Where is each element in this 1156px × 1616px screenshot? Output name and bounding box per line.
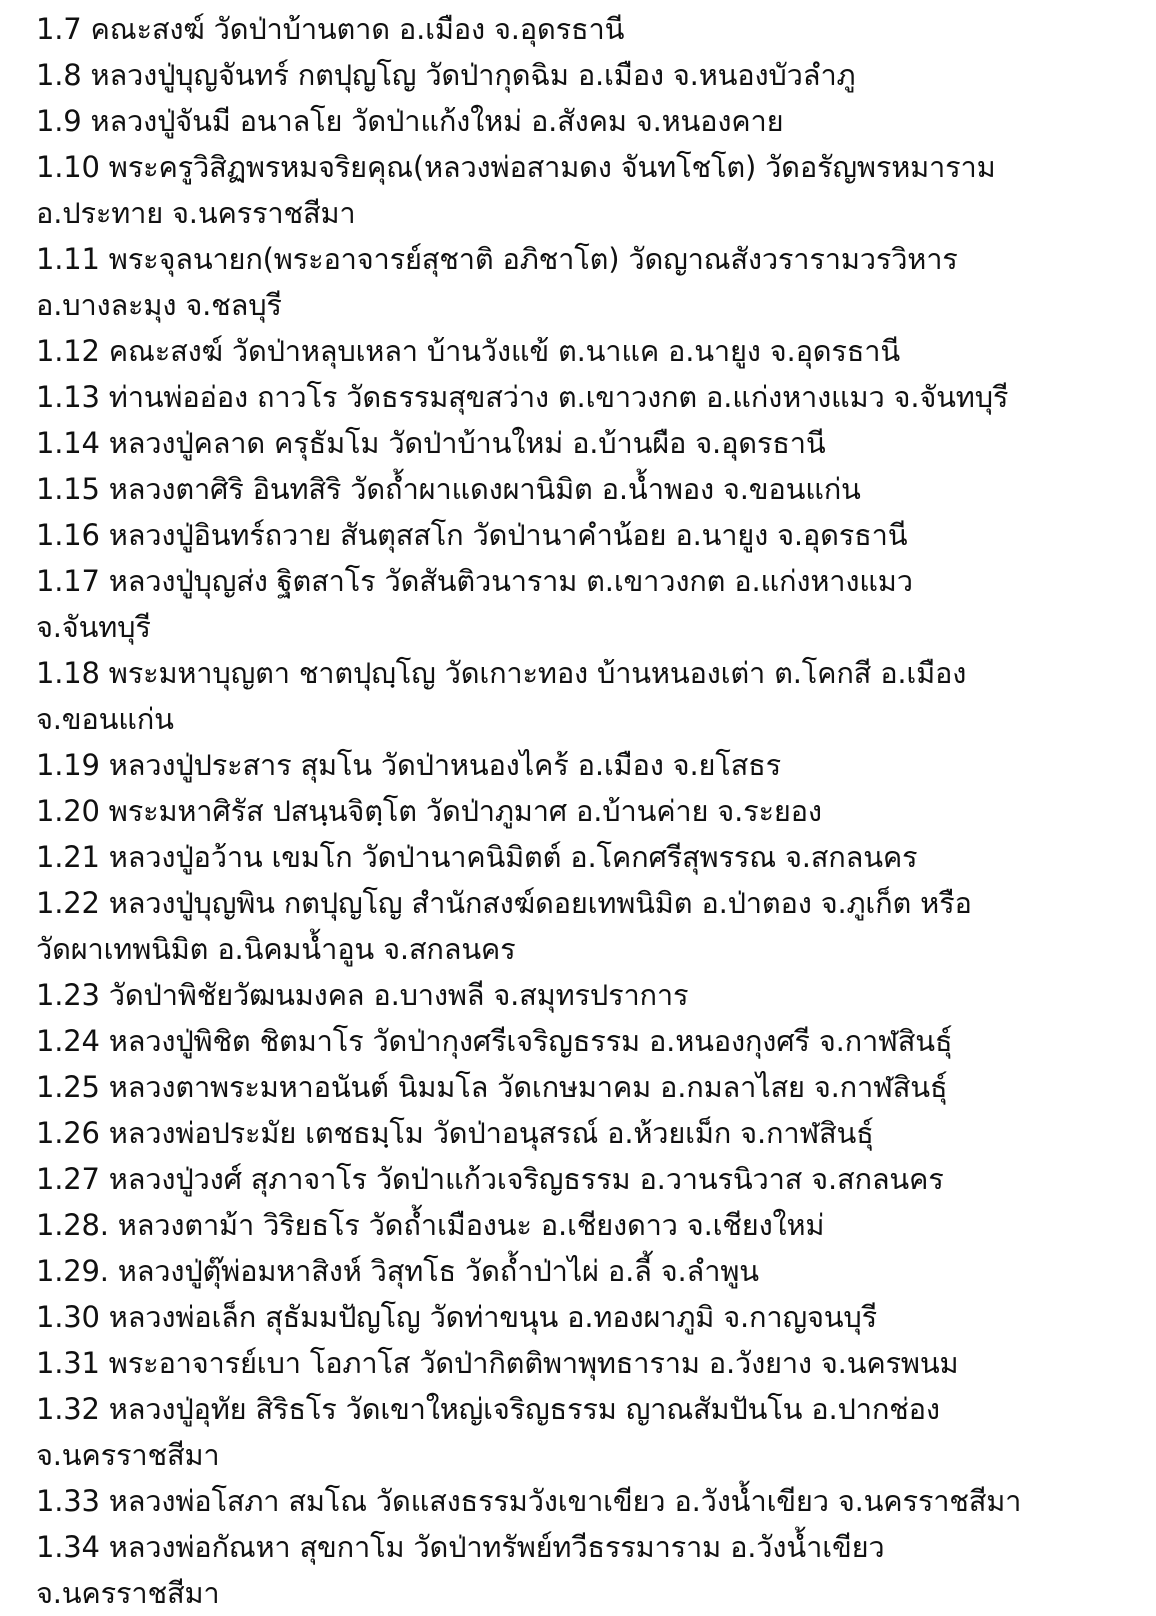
- text-line: 1.32 หลวงปู่อุทัย สิริธโร วัดเขาใหญ่เจริญธรรม ญาณสัมปันโน อ.ปากช่อง: [36, 1392, 940, 1426]
- text-line: 1.24 หลวงปู่พิชิต ชิตมาโร วัดป่ากุงศรีเจริญธรรม อ.หนองกุงศรี จ.กาฬสินธุ์: [36, 1024, 953, 1058]
- text-line: จ.ขอนแก่น: [36, 702, 174, 736]
- text-line: 1.28. หลวงตาม้า วิริยธโร วัดถ้ำเมืองนะ อ.เชียงดาว จ.เชียงใหม่: [36, 1208, 825, 1242]
- text-line: 1.22 หลวงปู่บุญพิน กตปุญโญ สำนักสงฆ์ดอยเทพนิมิต อ.ป่าตอง จ.ภูเก็ต หรือ: [36, 886, 972, 920]
- text-line: 1.15 หลวงตาศิริ อินทสิริ วัดถ้ำผาแดงผานิมิต อ.น้ำพอง จ.ขอนแก่น: [36, 472, 861, 506]
- text-line: 1.13 ท่านพ่ออ่อง ถาวโร วัดธรรมสุขสว่าง ต.เขาวงกต อ.แก่งหางแมว จ.จันทบุรี: [36, 380, 1009, 414]
- text-line: 1.20 พระมหาศิรัส ปสนฺนจิตฺโต วัดป่าภูมาศ อ.บ้านค่าย จ.ระยอง: [36, 794, 822, 828]
- text-line: 1.29. หลวงปู่ตุ๊พ่อมหาสิงห์ วิสุทโธ วัดถ้ำป่าไผ่ อ.ลี้ จ.ลำพูน: [36, 1254, 759, 1288]
- text-line: จ.จันทบุรี: [36, 610, 151, 644]
- text-line: วัดผาเทพนิมิต อ.นิคมน้ำอูน จ.สกลนคร: [36, 932, 516, 966]
- text-line: 1.12 คณะสงฆ์ วัดป่าหลุบเหลา บ้านวังแข้ ต.นาแค อ.นายูง จ.อุดรธานี: [36, 334, 901, 368]
- text-line: 1.11 พระจุลนายก(พระอาจารย์สุชาติ อภิชาโต) วัดญาณสังวรารามวรวิหาร: [36, 242, 958, 276]
- text-line: 1.27 หลวงปู่วงศ์ สุภาจาโร วัดป่าแก้วเจริญธรรม อ.วานรนิวาส จ.สกลนคร: [36, 1162, 944, 1196]
- text-line: อ.บางละมุง จ.ชลบุรี: [36, 288, 282, 322]
- text-line: 1.34 หลวงพ่อกัณหา สุขกาโม วัดป่าทรัพย์ทวีธรรมาราม อ.วังน้ำเขียว: [36, 1530, 885, 1564]
- text-line: 1.33 หลวงพ่อโสภา สมโณ วัดแสงธรรมวังเขาเขียว อ.วังน้ำเขียว จ.นครราชสีมา: [36, 1484, 1022, 1518]
- text-line: 1.8 หลวงปู่บุญจันทร์ กตปุญโญ วัดป่ากุดฉิม อ.เมือง จ.หนองบัวลำภู: [36, 58, 856, 92]
- text-line: 1.19 หลวงปู่ประสาร สุมโน วัดป่าหนองไคร้ อ.เมือง จ.ยโสธร: [36, 748, 782, 782]
- text-line: 1.31 พระอาจารย์เบา โอภาโส วัดป่ากิตติพาพุทธาราม อ.วังยาง จ.นครพนม: [36, 1346, 959, 1380]
- text-line: 1.23 วัดป่าพิชัยวัฒนมงคล อ.บางพลี จ.สมุทรปราการ: [36, 978, 689, 1012]
- text-line: 1.9 หลวงปู่จันมี อนาลโย วัดป่าแก้งใหม่ อ.สังคม จ.หนองคาย: [36, 104, 784, 138]
- text-line: 1.18 พระมหาบุญตา ชาตปุญฺโญ วัดเกาะทอง บ้านหนองเต่า ต.โคกสี อ.เมือง: [36, 656, 967, 690]
- text-line: 1.16 หลวงปู่อินทร์ถวาย สันตุสสโก วัดป่านาคำน้อย อ.นายูง จ.อุดรธานี: [36, 518, 908, 552]
- text-line: 1.21 หลวงปู่อว้าน เขมโก วัดป่านาคนิมิตต์ อ.โคกศรีสุพรรณ จ.สกลนคร: [36, 840, 918, 874]
- text-line: 1.30 หลวงพ่อเล็ก สุธัมมปัญโญ วัดท่าขนุน อ.ทองผาภูมิ จ.กาญจนบุรี: [36, 1300, 877, 1334]
- text-line: 1.26 หลวงพ่อประมัย เตชธมฺโม วัดป่าอนุสรณ์ อ.ห้วยเม็ก จ.กาฬสินธุ์: [36, 1116, 874, 1150]
- text-line: 1.25 หลวงตาพระมหาอนันต์ นิมมโล วัดเกษมาคม อ.กมลาไสย จ.กาฬสินธุ์: [36, 1070, 948, 1104]
- text-line: 1.10 พระครูวิสิฏพรหมจริยคุณ(หลวงพ่อสามดง จันทโชโต) วัดอรัญพรหมาราม: [36, 150, 996, 184]
- text-line: จ.นครราชสีมา: [36, 1438, 220, 1472]
- text-line: จ.นครราชสีมา: [36, 1576, 220, 1610]
- text-line: 1.7 คณะสงฆ์ วัดป่าบ้านตาด อ.เมือง จ.อุดรธานี: [36, 12, 625, 46]
- text-line: อ.ประทาย จ.นครราชสีมา: [36, 196, 356, 230]
- text-line: 1.17 หลวงปู่บุญส่ง ฐิตสาโร วัดสันติวนาราม ต.เขาวงกต อ.แก่งหางแมว: [36, 564, 913, 598]
- text-line: 1.14 หลวงปู่คลาด ครุธัมโม วัดป่าบ้านใหม่ อ.บ้านผือ จ.อุดรธานี: [36, 426, 826, 460]
- document-body: [36, 0, 1136, 1616]
